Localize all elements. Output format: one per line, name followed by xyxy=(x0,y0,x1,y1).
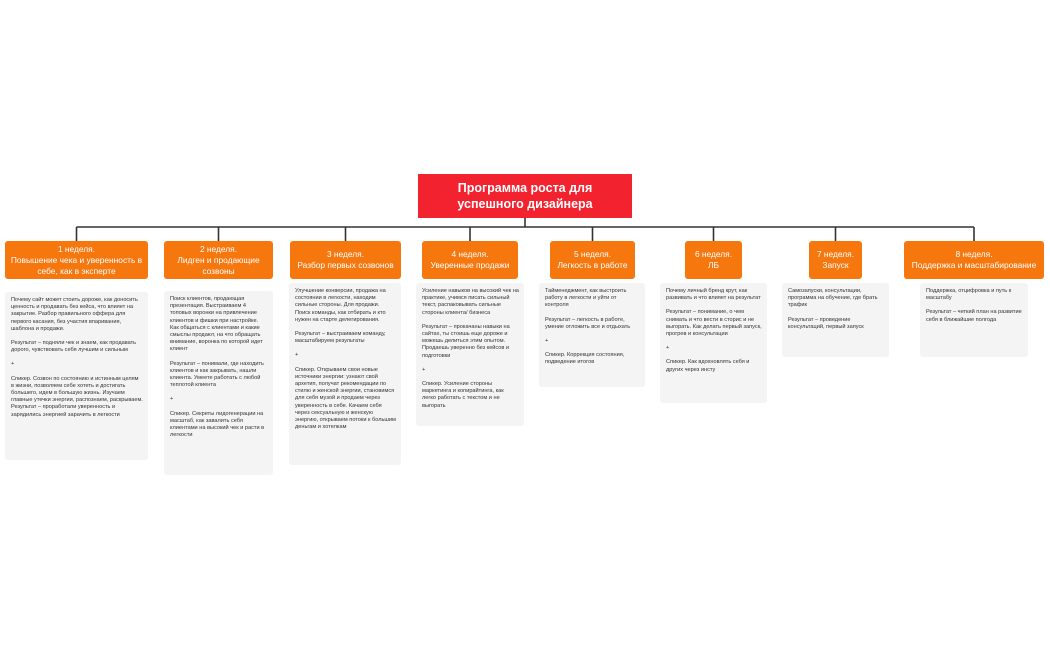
branch-week-1[interactable] xyxy=(5,241,148,279)
week-title: Запуск xyxy=(822,260,849,270)
note-paragraph: Результат – легкость в работе, умение отложить все и отдыхать xyxy=(545,316,631,330)
note-week-1[interactable] xyxy=(5,292,148,460)
week-title: ЛБ xyxy=(708,260,719,270)
week-title: Уверенные продажи xyxy=(430,260,510,270)
note-week-5[interactable] xyxy=(539,283,645,387)
note-paragraph: + xyxy=(11,361,15,368)
note-paragraph: Спикер. Секреты лидогенерации на масштаб, как завалить себя клиентами на высокий чек и расти в легкости xyxy=(170,410,265,439)
note-paragraph: + xyxy=(666,345,670,352)
note-week-2[interactable] xyxy=(164,291,273,475)
note-paragraph: Результат – подняли чек и знаем, как продавать дорого, чувствовать себя лучшим и сильным xyxy=(11,340,137,354)
note-paragraph: Улучшение конверсии, продажа на состоянии в легкости, находим сильные стороны. Для продажи. Поиск команды, как отбирать и кто нужен на старте делегирования. xyxy=(295,288,386,323)
note-paragraph: Результат – выстраиваем команду, масштабируем результаты xyxy=(295,331,386,345)
week-title: Разбор первых созвонов xyxy=(297,260,394,270)
week-label: 2 неделя. xyxy=(199,243,238,254)
note-paragraph: + xyxy=(170,396,174,403)
note-week-8[interactable] xyxy=(920,283,1028,357)
note-paragraph: Спикер. Усиление стороны маркетинга и копирайтинга, как легко работать с текстом и не выгорать xyxy=(422,381,504,409)
note-paragraph: + xyxy=(545,338,549,345)
week-title: Лидген и продающие созвоны xyxy=(177,254,260,276)
week-title: Поддержка и масштабирование xyxy=(911,260,1037,270)
branch-week-2[interactable] xyxy=(164,241,273,279)
week-label: 8 неделя. xyxy=(955,249,993,259)
note-paragraph: Результат – четкий план на развитие себя в ближайшие полгода xyxy=(926,309,1022,323)
branch-week-6[interactable] xyxy=(685,241,742,279)
note-paragraph: Поиск клиентов, продающая презентация. Выстраиваем 4 топовых воронки на привлечение клиентов и фишки при настройке. Как общаться с клиентами и какие смыслы продают, на что обращать внимание, воронка по которой идет клиент xyxy=(170,296,263,353)
week-label: 6 неделя. xyxy=(694,249,733,259)
note-paragraph: Результат – понимали, где находить клиентов и как закрывать, нашли клиента. Умеете работать с любой теплотой клиента xyxy=(170,360,264,389)
note-paragraph: Результат – проведение консультаций, первый запуск xyxy=(788,316,864,330)
week-label: 4 неделя. xyxy=(451,249,489,259)
branch-week-3[interactable] xyxy=(290,241,401,279)
branch-week-7[interactable] xyxy=(809,241,862,279)
root-title: Программа роста для успешного дизайнера xyxy=(457,181,593,211)
week-label: 3 неделя. xyxy=(326,249,365,259)
branch-week-5[interactable] xyxy=(550,241,635,279)
note-paragraph: Поддержка, отцифровка и путь к масштабу xyxy=(926,288,1012,302)
note-paragraph: Тайменеджмент, как выстроить работу в легкости и уйти от контроля xyxy=(545,288,627,309)
note-paragraph: Спикер. Коррекция состояния, подведение итогов xyxy=(545,352,625,366)
note-paragraph: Результат – прокачаны навыки на сайтах, ты стоишь еще дороже и можешь делиться этим опытом. Продаешь уверенно без кейсов и подготовки xyxy=(422,323,510,359)
week-title: Повышение чека и уверенность в себе, как в эксперте xyxy=(10,254,143,276)
note-paragraph: + xyxy=(295,352,299,359)
note-paragraph: + xyxy=(422,366,426,373)
week-label: 7 неделя. xyxy=(816,249,855,259)
note-paragraph: Почему личный бренд крут, как развивать и что влияет на результат xyxy=(666,288,761,302)
root-topic[interactable] xyxy=(418,174,632,218)
note-paragraph: Усиление навыков на высокий чек на практике, учимся писать сильный текст, распаковывать сильные стороны клиента/ бизнеса xyxy=(422,288,519,316)
note-week-3[interactable] xyxy=(289,283,401,465)
note-week-4[interactable] xyxy=(416,283,524,426)
note-paragraph: Почему сайт может стоить дороже, как доносить ценность и продавать без кейса, что влияет на закрытие. Разбор правильного оффера для первого касания, без участия впаривания, шаблона и продажи. xyxy=(11,297,138,332)
note-paragraph: Спикер. Открываем свои новые источники энергии: узнают свой архетип, получат рекомендации по стилю и женской энергии, становимся для себя музой и продаем через уверенность в себе. Качаем себя через сексуальную и женскую энергию, открываем потоки к большим деньгам и хотелкам xyxy=(295,366,396,431)
note-paragraph: Спикер. Как вдохновлять себя и других через инсту xyxy=(666,359,750,373)
note-week-7[interactable] xyxy=(782,283,889,357)
week-label: 1 неделя. xyxy=(57,243,96,254)
week-label: 5 неделя. xyxy=(573,249,612,259)
note-week-6[interactable] xyxy=(660,283,767,403)
note-paragraph: Результат – понимание, о чем снимать и что вести в сторис и не выгорать. Как делать первый запуск, прогрев и консультации xyxy=(666,309,762,338)
week-title: Легкость в работе xyxy=(557,260,628,270)
branch-week-8[interactable] xyxy=(904,241,1044,279)
branch-week-4[interactable] xyxy=(422,241,518,279)
note-paragraph: Спикер. Созвон по состоянию и истинным целям в жизни, позволяем себе хотеть и достигать большего, идем в большую жизнь. Изучаем главные утечки энергии, распознаем, раскрываем. Результат – проработали уверенность и зарядились энергией зарачить в легкости xyxy=(11,375,143,418)
note-paragraph: Самозапуски, консультации, программа на обучение, где брать трафик xyxy=(788,288,878,309)
